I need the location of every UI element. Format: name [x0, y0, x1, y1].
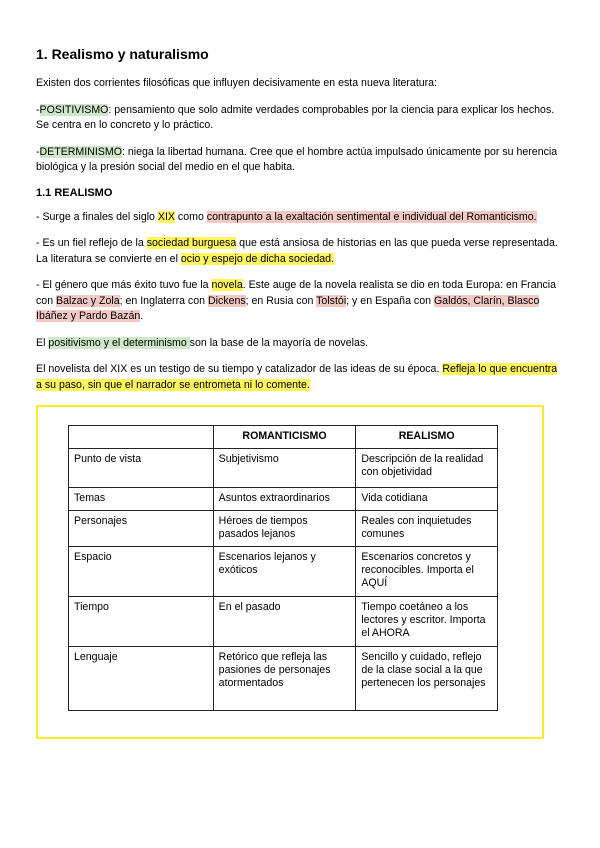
table-cell: Vida cotidiana [356, 488, 498, 511]
text-run: - Es un fiel reflejo de la [36, 237, 147, 249]
text-run: ; y en España con [346, 294, 434, 307]
text-run: . [140, 310, 144, 322]
highlight-spanish-authors: Galdós, Clarín, Blasco Ibáñez y Pardo Bazán [36, 294, 540, 322]
table-cell: Punto de vista [69, 449, 214, 488]
table-cell: Espacio [69, 547, 214, 597]
table-cell: Temas [69, 488, 214, 511]
highlight-tolstoi: Tolstói [316, 294, 347, 307]
table-cell: Asuntos extraordinarios [213, 488, 356, 511]
highlight-xix: XIX [157, 210, 175, 223]
subsection-title: 1.1 REALISMO [36, 186, 113, 199]
table-row [69, 547, 498, 597]
text-run: - El género que más éxito tuvo fue la [36, 279, 212, 291]
table-cell: Escenarios lejanos y exóticos [213, 547, 356, 597]
table-row [69, 488, 498, 511]
positivismo-paragraph [36, 103, 566, 134]
text-run: son la base de la mayoría de novelas. [189, 336, 369, 349]
table-row [69, 449, 498, 488]
table-cell: Escenarios concretos y reconocibles. Importa el AQUÍ [356, 547, 498, 597]
positivismo-text: : pensamiento que solo admite verdades comprobables por la ciencia para explicar los hechos. Se centra en lo concreto y lo práctico. [36, 103, 555, 131]
table-header-row [69, 426, 498, 449]
highlight-novela: novela [211, 279, 243, 291]
positivismo-dash: - [36, 103, 40, 116]
text-run: ; en Rusia con [245, 294, 317, 307]
table-cell: Tiempo coetáneo a los lectores y escritor. Importa el AHORA [356, 597, 498, 647]
table-row [69, 597, 498, 647]
realismo-paragraph-3 [36, 278, 566, 325]
realismo-paragraph-1 [36, 210, 566, 226]
text-run: - Surge a finales del siglo [36, 210, 158, 223]
highlight-dickens: Dickens [207, 294, 246, 307]
realismo-paragraph-5 [36, 362, 566, 393]
table-header-cell: ROMANTICISMO [213, 426, 356, 449]
highlight-positivismo-determinismo: positivismo y el determinismo [48, 336, 190, 349]
comparison-table [68, 425, 498, 711]
section-title: 1. Realismo y naturalismo [36, 46, 209, 62]
determinismo-term: DETERMINISMO [39, 145, 122, 158]
highlight-sociedad-burguesa: sociedad burguesa [146, 237, 237, 249]
text-run: como [174, 210, 207, 223]
table-header-cell: REALISMO [356, 426, 498, 449]
determinismo-dash: - [36, 145, 40, 158]
determinismo-paragraph [36, 145, 566, 176]
highlight-ocio-espejo: ocio y espejo de dicha sociedad. [180, 252, 334, 265]
table-cell: Reales con inquietudes comunes [356, 511, 498, 547]
text-run: ; en Inglaterra con [119, 294, 208, 307]
table-cell: Subjetivismo [213, 449, 356, 488]
table-cell: Héroes de tiempos pasados lejanos [213, 511, 356, 547]
document-body [36, 46, 566, 404]
positivismo-term: POSITIVISMO [39, 103, 109, 116]
text-run: que está ansiosa de historias en las que pueda verse representada. La literatura se convierte en el [36, 237, 558, 265]
table-header-cell [69, 426, 214, 449]
text-run: El novelista del XIX es un testigo de su tiempo y catalizador de las ideas de su época. [36, 363, 443, 375]
table-cell: Tiempo [69, 597, 214, 647]
table-cell: Sencillo y cuidado, reflejo de la clase social a la que pertenecen los personajes [356, 647, 498, 711]
realismo-paragraph-2 [36, 236, 566, 267]
realismo-paragraph-4 [36, 336, 566, 352]
table-row [69, 511, 498, 547]
table-cell: Lenguaje [69, 647, 214, 711]
table-cell: En el pasado [213, 597, 356, 647]
text-run: . Este auge de la novela realista se dio en toda Europa: en Francia con [36, 279, 557, 307]
intro-paragraph: Existen dos corrientes filosóficas que influyen decisivamente en esta nueva literatura: [36, 77, 438, 89]
text-run: El [36, 336, 49, 349]
comparison-box [36, 405, 544, 739]
determinismo-text: : niega la libertad humana. Cree que el hombre actúa impulsado únicamente por su herencia biológica y la presión social del medio en el que habita. [36, 145, 558, 173]
highlight-balzac-zola: Balzac y Zola [56, 294, 120, 307]
table-cell: Personajes [69, 511, 214, 547]
table-cell: Retórico que refleja las pasiones de personajes atormentados [213, 647, 356, 711]
highlight-contrapunto: contrapunto a la exaltación sentimental e individual del Romanticismo. [206, 210, 537, 223]
highlight-refleja: Refleja lo que encuentra a su paso, sin que el narrador se entrometa ni lo comente. [36, 363, 558, 391]
table-row [69, 647, 498, 711]
table-cell: Descripción de la realidad con objetividad [356, 449, 498, 488]
